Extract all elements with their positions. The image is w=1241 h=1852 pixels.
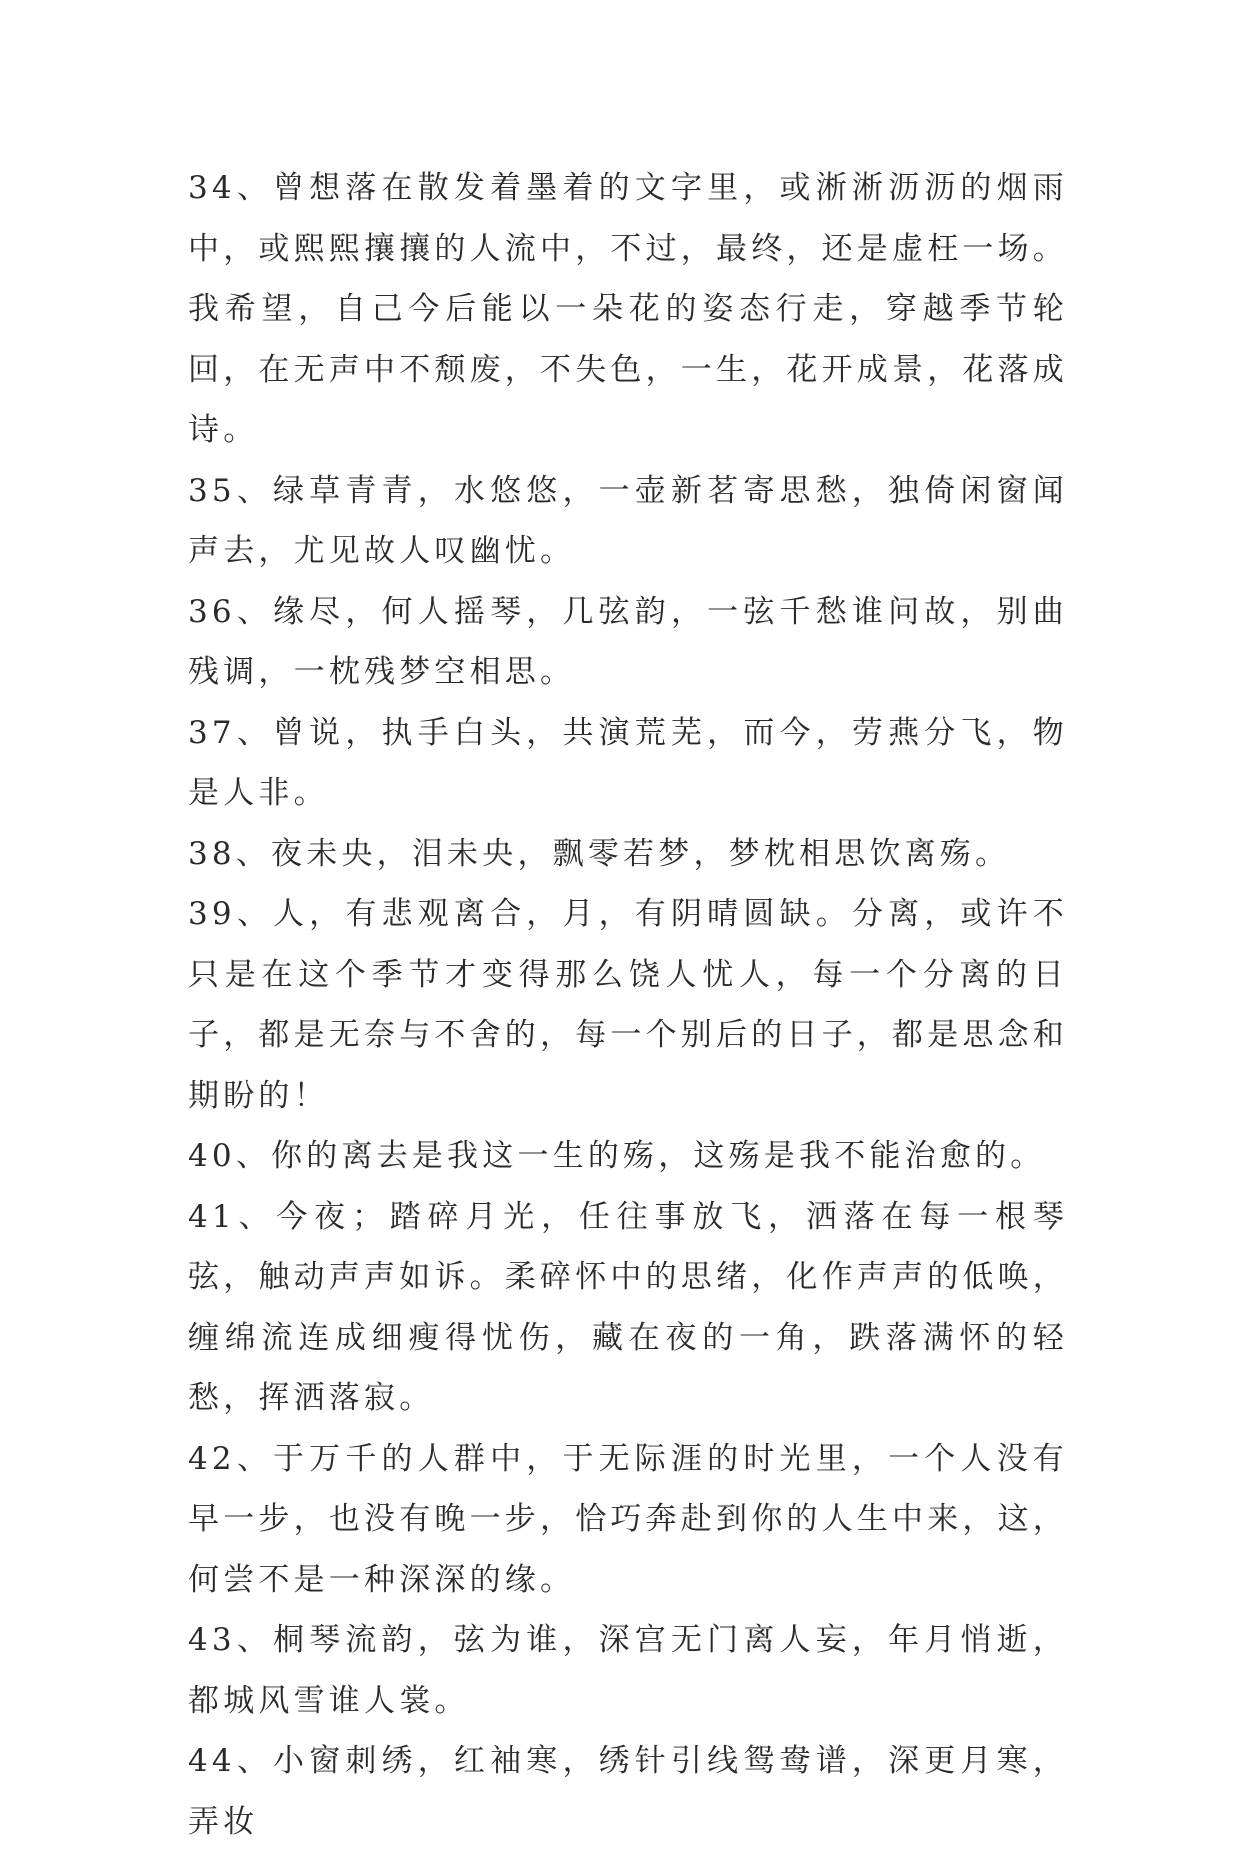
paragraph-43: 43、桐琴流韵，弦为谁，深宫无门离人妄，年月悄逝，都城风雪谁人裳。 — [188, 1622, 1068, 1719]
document-body — [188, 158, 1068, 1852]
paragraph-36: 36、缘尽，何人摇琴，几弦韵，一弦千愁谁问故，别曲残调，一枕残梦空相思。 — [188, 593, 1068, 690]
paragraph-42: 42、于万千的人群中，于无际涯的时光里，一个人没有早一步，也没有晚一步，恰巧奔赴到你的人生中来，这，何尝不是一种深深的缘。 — [188, 1440, 1068, 1598]
paragraph-44: 44、小窗刺绣，红袖寒，绣针引线鸳鸯谱，深更月寒，弄妆 — [188, 1743, 1068, 1840]
paragraph-41: 41、今夜；踏碎月光，任往事放飞，洒落在每一根琴弦，触动声声如诉。柔碎怀中的思绪，化作声声的低唤，缠绵流连成细瘦得忧伤，藏在夜的一角，跌落满怀的轻愁，挥洒落寂。 — [188, 1198, 1068, 1416]
paragraph-34: 34、曾想落在散发着墨着的文字里，或淅淅沥沥的烟雨中，或熙熙攘攘的人流中，不过，最终，还是虚枉一场。我希望，自己今后能以一朵花的姿态行走，穿越季节轮回，在无声中不颓废，不失色，一生，花开成景，花落成诗。 — [188, 170, 1068, 448]
paragraph-38: 38、夜未央，泪未央，飘零若梦，梦枕相思饮离殇。 — [188, 835, 1011, 872]
paragraph-40: 40、你的离去是我这一生的殇，这殇是我不能治愈的。 — [188, 1138, 1046, 1174]
paragraph-37: 37、曾说，执手白头，共演荒芜，而今，劳燕分飞，物是人非。 — [188, 714, 1068, 811]
paragraph-35: 35、绿草青青，水悠悠，一壶新茗寄思愁，独倚闲窗闻声去，尤见故人叹幽忧。 — [188, 472, 1068, 569]
paragraph-39: 39、人，有悲观离合，月，有阴晴圆缺。分离，或许不只是在这个季节才变得那么饶人忧人，每一个分离的日子，都是无奈与不舍的，每一个别后的日子，都是思念和期盼的！ — [188, 896, 1068, 1114]
